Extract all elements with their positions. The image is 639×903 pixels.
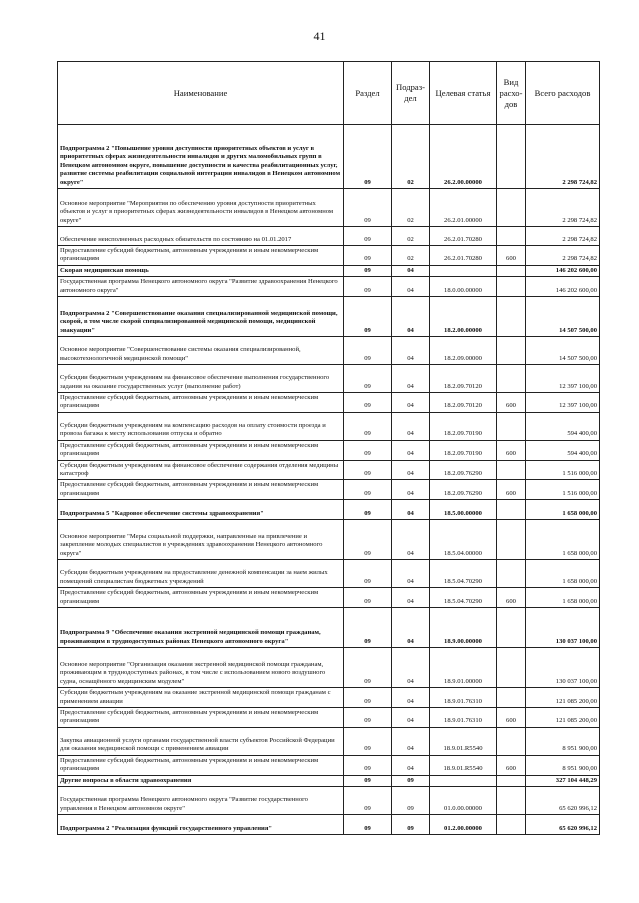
- row-podrazdel: 02: [392, 189, 430, 227]
- row-name: Предоставление субсидий бюджетным, автономным учреждениям и иным некоммерческим организациям: [58, 755, 344, 775]
- row-code: 18.2.09.00000: [430, 337, 497, 365]
- table-row: [58, 727, 600, 755]
- table-row: [58, 500, 600, 520]
- row-razdel: 09: [344, 608, 392, 648]
- row-code: 18.9.01.76310: [430, 688, 497, 708]
- row-vid: 600: [497, 707, 526, 727]
- row-name: Обеспечение неисполненных расходных обязательств по состоянию на 01.01.2017: [58, 227, 344, 246]
- row-razdel: 09: [344, 727, 392, 755]
- row-name: Субсидии бюджетным учреждениям на финансовое обеспечение выполнения государственного задания на оказание государственных услуг (выполнение работ): [58, 365, 344, 393]
- row-razdel: 09: [344, 246, 392, 266]
- table-row: [58, 775, 600, 786]
- row-code: 18.2.00.00000: [430, 297, 497, 337]
- row-razdel: 09: [344, 297, 392, 337]
- row-total: 1 658 000,00: [526, 520, 600, 560]
- row-razdel: 09: [344, 786, 392, 814]
- row-podrazdel: 04: [392, 337, 430, 365]
- row-name: Закупка авиационной услуги органами государственной власти субъектов Российской Федерации для оказания медицинской помощи с применением авиации: [58, 727, 344, 755]
- row-name: Основное мероприятие "Меры социальной поддержки, направленные на привлечение и закрепление молодых специалистов в учреждениях здравоохранения Ненецкого автономного округа": [58, 520, 344, 560]
- row-podrazdel: 04: [392, 520, 430, 560]
- row-code: 18.2.09.76290: [430, 460, 497, 480]
- row-total: 8 951 900,00: [526, 755, 600, 775]
- row-vid: 600: [497, 588, 526, 608]
- row-podrazdel: 04: [392, 440, 430, 460]
- row-razdel: 09: [344, 500, 392, 520]
- row-code: 18.5.04.70290: [430, 588, 497, 608]
- row-razdel: 09: [344, 560, 392, 588]
- row-name: Субсидии бюджетным учреждениям на финансовое обеспечение содержания отделения медицины катастроф: [58, 460, 344, 480]
- row-name: Субсидии бюджетным учреждениям на предоставление денежной компенсации за наем жилых помещений специалистам бюджетных учреждений: [58, 560, 344, 588]
- row-podrazdel: 02: [392, 246, 430, 266]
- row-vid: [497, 520, 526, 560]
- header-name: Наименование: [58, 62, 344, 125]
- row-code: [430, 775, 497, 786]
- row-total: 65 620 996,12: [526, 786, 600, 814]
- row-code: 18.5.04.00000: [430, 520, 497, 560]
- row-name: Основное мероприятие "Совершенствование системы оказания специализированной, высокотехнологичной медицинской помощи": [58, 337, 344, 365]
- row-code: 18.9.00.00000: [430, 608, 497, 648]
- page-number: 41: [313, 29, 326, 43]
- row-vid: 600: [497, 755, 526, 775]
- row-name: Основное мероприятие "Организация оказания экстренной медицинской помощи гражданам, проживающим в труднодоступных районах, в том числе с использованием нового воздушного судна, оснащённого медицинским модулем": [58, 648, 344, 688]
- row-podrazdel: 04: [392, 297, 430, 337]
- row-vid: [497, 814, 526, 834]
- row-total: 121 085 200,00: [526, 688, 600, 708]
- row-razdel: 09: [344, 393, 392, 413]
- row-name: Другие вопросы в области здравоохранения: [58, 775, 344, 786]
- row-total: 121 085 200,00: [526, 707, 600, 727]
- table-row: [58, 520, 600, 560]
- row-podrazdel: 04: [392, 588, 430, 608]
- table-row: [58, 786, 600, 814]
- row-name: Предоставление субсидий бюджетным, автономным учреждениям и иным некоммерческим организациям: [58, 588, 344, 608]
- row-name: Субсидии бюджетным учреждениям на оказание экстренной медицинской помощи гражданам с применением авиации: [58, 688, 344, 708]
- row-podrazdel: 04: [392, 560, 430, 588]
- row-name: Предоставление субсидий бюджетным, автономным учреждениям и иным некоммерческим организациям: [58, 440, 344, 460]
- row-podrazdel: 04: [392, 707, 430, 727]
- table-row: [58, 337, 600, 365]
- row-razdel: 09: [344, 520, 392, 560]
- row-podrazdel: 02: [392, 227, 430, 246]
- row-total: 1 658 000,00: [526, 560, 600, 588]
- row-vid: 600: [497, 480, 526, 500]
- row-total: 2 298 724,82: [526, 246, 600, 266]
- row-razdel: 09: [344, 440, 392, 460]
- row-total: 146 202 600,00: [526, 277, 600, 297]
- row-podrazdel: 04: [392, 480, 430, 500]
- row-code: 26.2.01.70280: [430, 246, 497, 266]
- row-name: Подпрограмма 9 "Обеспечение оказания экстренной медицинской помощи гражданам, проживающим в труднодоступных районах Ненецкого автономного округа": [58, 608, 344, 648]
- table-row: [58, 246, 600, 266]
- row-total: 2 298 724,82: [526, 227, 600, 246]
- row-vid: 600: [497, 246, 526, 266]
- row-code: 18.2.09.70120: [430, 365, 497, 393]
- row-razdel: 09: [344, 707, 392, 727]
- table-row: [58, 227, 600, 246]
- row-podrazdel: 04: [392, 265, 430, 276]
- row-razdel: 09: [344, 688, 392, 708]
- table-row: [58, 588, 600, 608]
- row-podrazdel: 02: [392, 125, 430, 189]
- row-vid: [497, 125, 526, 189]
- row-code: 18.5.00.00000: [430, 500, 497, 520]
- table-row: [58, 412, 600, 440]
- row-podrazdel: 04: [392, 460, 430, 480]
- row-total: 594 400,00: [526, 440, 600, 460]
- row-code: 01.2.00.00000: [430, 814, 497, 834]
- row-razdel: 09: [344, 480, 392, 500]
- row-total: 12 397 100,00: [526, 365, 600, 393]
- table-row: [58, 365, 600, 393]
- row-vid: [497, 297, 526, 337]
- row-podrazdel: 04: [392, 393, 430, 413]
- table-row: [58, 755, 600, 775]
- row-code: 18.9.01.76310: [430, 707, 497, 727]
- row-razdel: 09: [344, 755, 392, 775]
- row-total: 12 397 100,00: [526, 393, 600, 413]
- row-vid: [497, 412, 526, 440]
- row-vid: [497, 460, 526, 480]
- row-podrazdel: 09: [392, 786, 430, 814]
- row-podrazdel: 04: [392, 608, 430, 648]
- row-vid: [497, 727, 526, 755]
- table-body: [58, 125, 600, 835]
- row-name: Подпрограмма 2 "Реализация функций государственного управления": [58, 814, 344, 834]
- row-name: Государственная программа Ненецкого автономного округа "Развитие здравоохранения Ненецкого автономного округа": [58, 277, 344, 297]
- row-razdel: 09: [344, 365, 392, 393]
- row-name: Предоставление субсидий бюджетным, автономным учреждениям и иным некоммерческим организациям: [58, 393, 344, 413]
- row-vid: [497, 265, 526, 276]
- row-vid: [497, 688, 526, 708]
- row-vid: 600: [497, 393, 526, 413]
- row-code: 18.2.09.76290: [430, 480, 497, 500]
- row-vid: [497, 786, 526, 814]
- row-vid: [497, 560, 526, 588]
- row-razdel: 09: [344, 460, 392, 480]
- row-vid: [497, 277, 526, 297]
- row-name: Подпрограмма 2 "Повышение уровня доступности приоритетных объектов и услуг в приоритетных сферах жизнедеятельности инвалидов и других маломобильных групп в Ненецком автономном округе, повышение доступности и качества реабилитационных услуг, развитие системы реабилитации социальной интеграции инвалидов в Ненецком автономном округе": [58, 125, 344, 189]
- row-podrazdel: 09: [392, 814, 430, 834]
- row-total: 14 507 500,00: [526, 337, 600, 365]
- row-total: 130 037 100,00: [526, 608, 600, 648]
- row-razdel: 09: [344, 337, 392, 365]
- row-razdel: 09: [344, 265, 392, 276]
- header-podrazdel: Подраз-дел: [392, 62, 430, 125]
- row-razdel: 09: [344, 189, 392, 227]
- row-name: Предоставление субсидий бюджетным, автономным учреждениям и иным некоммерческим организациям: [58, 246, 344, 266]
- row-total: 130 037 100,00: [526, 648, 600, 688]
- row-name: Скорая медицинская помощь: [58, 265, 344, 276]
- header-total: Всего расходов: [526, 62, 600, 125]
- row-total: 594 400,00: [526, 412, 600, 440]
- row-name: Государственная программа Ненецкого автономного округа "Развитие государственного управления в Ненецком автономном округе": [58, 786, 344, 814]
- row-total: 1 658 000,00: [526, 588, 600, 608]
- row-podrazdel: 04: [392, 755, 430, 775]
- row-podrazdel: 04: [392, 727, 430, 755]
- row-podrazdel: 04: [392, 365, 430, 393]
- table-row: [58, 814, 600, 834]
- table-row: [58, 277, 600, 297]
- row-vid: [497, 227, 526, 246]
- row-name: Основное мероприятие "Мероприятия по обеспечению уровня доступности приоритетных объектов и услуг в приоритетных сферах жизнедеятельности инвалидов в Ненецком автономном округе": [58, 189, 344, 227]
- row-code: 01.0.00.00000: [430, 786, 497, 814]
- row-vid: [497, 500, 526, 520]
- row-name: Подпрограмма 2 "Совершенствование оказания специализированной медицинской помощи, скорой, в том числе скорой специализированной медицинской помощи, медицинской эвакуации": [58, 297, 344, 337]
- row-code: 26.2.00.00000: [430, 125, 497, 189]
- row-code: 18.2.09.70190: [430, 412, 497, 440]
- row-podrazdel: 04: [392, 412, 430, 440]
- row-total: 14 507 500,00: [526, 297, 600, 337]
- row-code: 18.2.09.70190: [430, 440, 497, 460]
- row-total: 327 104 448,29: [526, 775, 600, 786]
- table-row: [58, 707, 600, 727]
- row-razdel: 09: [344, 588, 392, 608]
- budget-table: [57, 61, 600, 835]
- row-total: 146 202 600,00: [526, 265, 600, 276]
- table-row: [58, 393, 600, 413]
- table-row: [58, 460, 600, 480]
- row-vid: 600: [497, 440, 526, 460]
- header-vid: Вид расхо-дов: [497, 62, 526, 125]
- table-row: [58, 265, 600, 276]
- row-razdel: 09: [344, 648, 392, 688]
- row-razdel: 09: [344, 412, 392, 440]
- row-razdel: 09: [344, 227, 392, 246]
- table-row: [58, 480, 600, 500]
- row-code: 18.2.09.70120: [430, 393, 497, 413]
- row-razdel: 09: [344, 277, 392, 297]
- table-row: [58, 189, 600, 227]
- table-row: [58, 560, 600, 588]
- header-code: Целевая статья: [430, 62, 497, 125]
- row-name: Подпрограмма 5 "Кадровое обеспечение системы здравоохранения": [58, 500, 344, 520]
- row-podrazdel: 04: [392, 277, 430, 297]
- row-total: 1 516 000,00: [526, 480, 600, 500]
- table-row: [58, 608, 600, 648]
- table-header: [58, 62, 600, 125]
- table-row: [58, 648, 600, 688]
- row-podrazdel: 09: [392, 775, 430, 786]
- row-code: 18.9.01.R5540: [430, 755, 497, 775]
- row-code: 26.2.01.00000: [430, 189, 497, 227]
- row-total: 1 658 000,00: [526, 500, 600, 520]
- row-vid: [497, 775, 526, 786]
- row-vid: [497, 608, 526, 648]
- row-total: 8 951 900,00: [526, 727, 600, 755]
- table-row: [58, 125, 600, 189]
- row-vid: [497, 365, 526, 393]
- table-row: [58, 297, 600, 337]
- row-code: [430, 265, 497, 276]
- row-total: 65 620 996,12: [526, 814, 600, 834]
- row-podrazdel: 04: [392, 648, 430, 688]
- header-razdel: Раздел: [344, 62, 392, 125]
- row-razdel: 09: [344, 814, 392, 834]
- row-vid: [497, 337, 526, 365]
- row-code: 18.9.01.R5540: [430, 727, 497, 755]
- row-name: Предоставление субсидий бюджетным, автономным учреждениям и иным некоммерческим организациям: [58, 480, 344, 500]
- row-total: 1 516 000,00: [526, 460, 600, 480]
- table-row: [58, 440, 600, 460]
- row-podrazdel: 04: [392, 688, 430, 708]
- row-total: 2 298 724,82: [526, 189, 600, 227]
- row-podrazdel: 04: [392, 500, 430, 520]
- table-row: [58, 688, 600, 708]
- row-code: 26.2.01.70280: [430, 227, 497, 246]
- row-code: 18.9.01.00000: [430, 648, 497, 688]
- row-code: 18.0.00.00000: [430, 277, 497, 297]
- row-name: Предоставление субсидий бюджетным, автономным учреждениям и иным некоммерческим организациям: [58, 707, 344, 727]
- row-total: 2 298 724,82: [526, 125, 600, 189]
- row-vid: [497, 189, 526, 227]
- row-name: Субсидии бюджетным учреждениям на компенсацию расходов на оплату стоимости проезда и провоза багажа к месту использования отпуска и обратно: [58, 412, 344, 440]
- row-razdel: 09: [344, 125, 392, 189]
- row-vid: [497, 648, 526, 688]
- row-code: 18.5.04.70290: [430, 560, 497, 588]
- row-razdel: 09: [344, 775, 392, 786]
